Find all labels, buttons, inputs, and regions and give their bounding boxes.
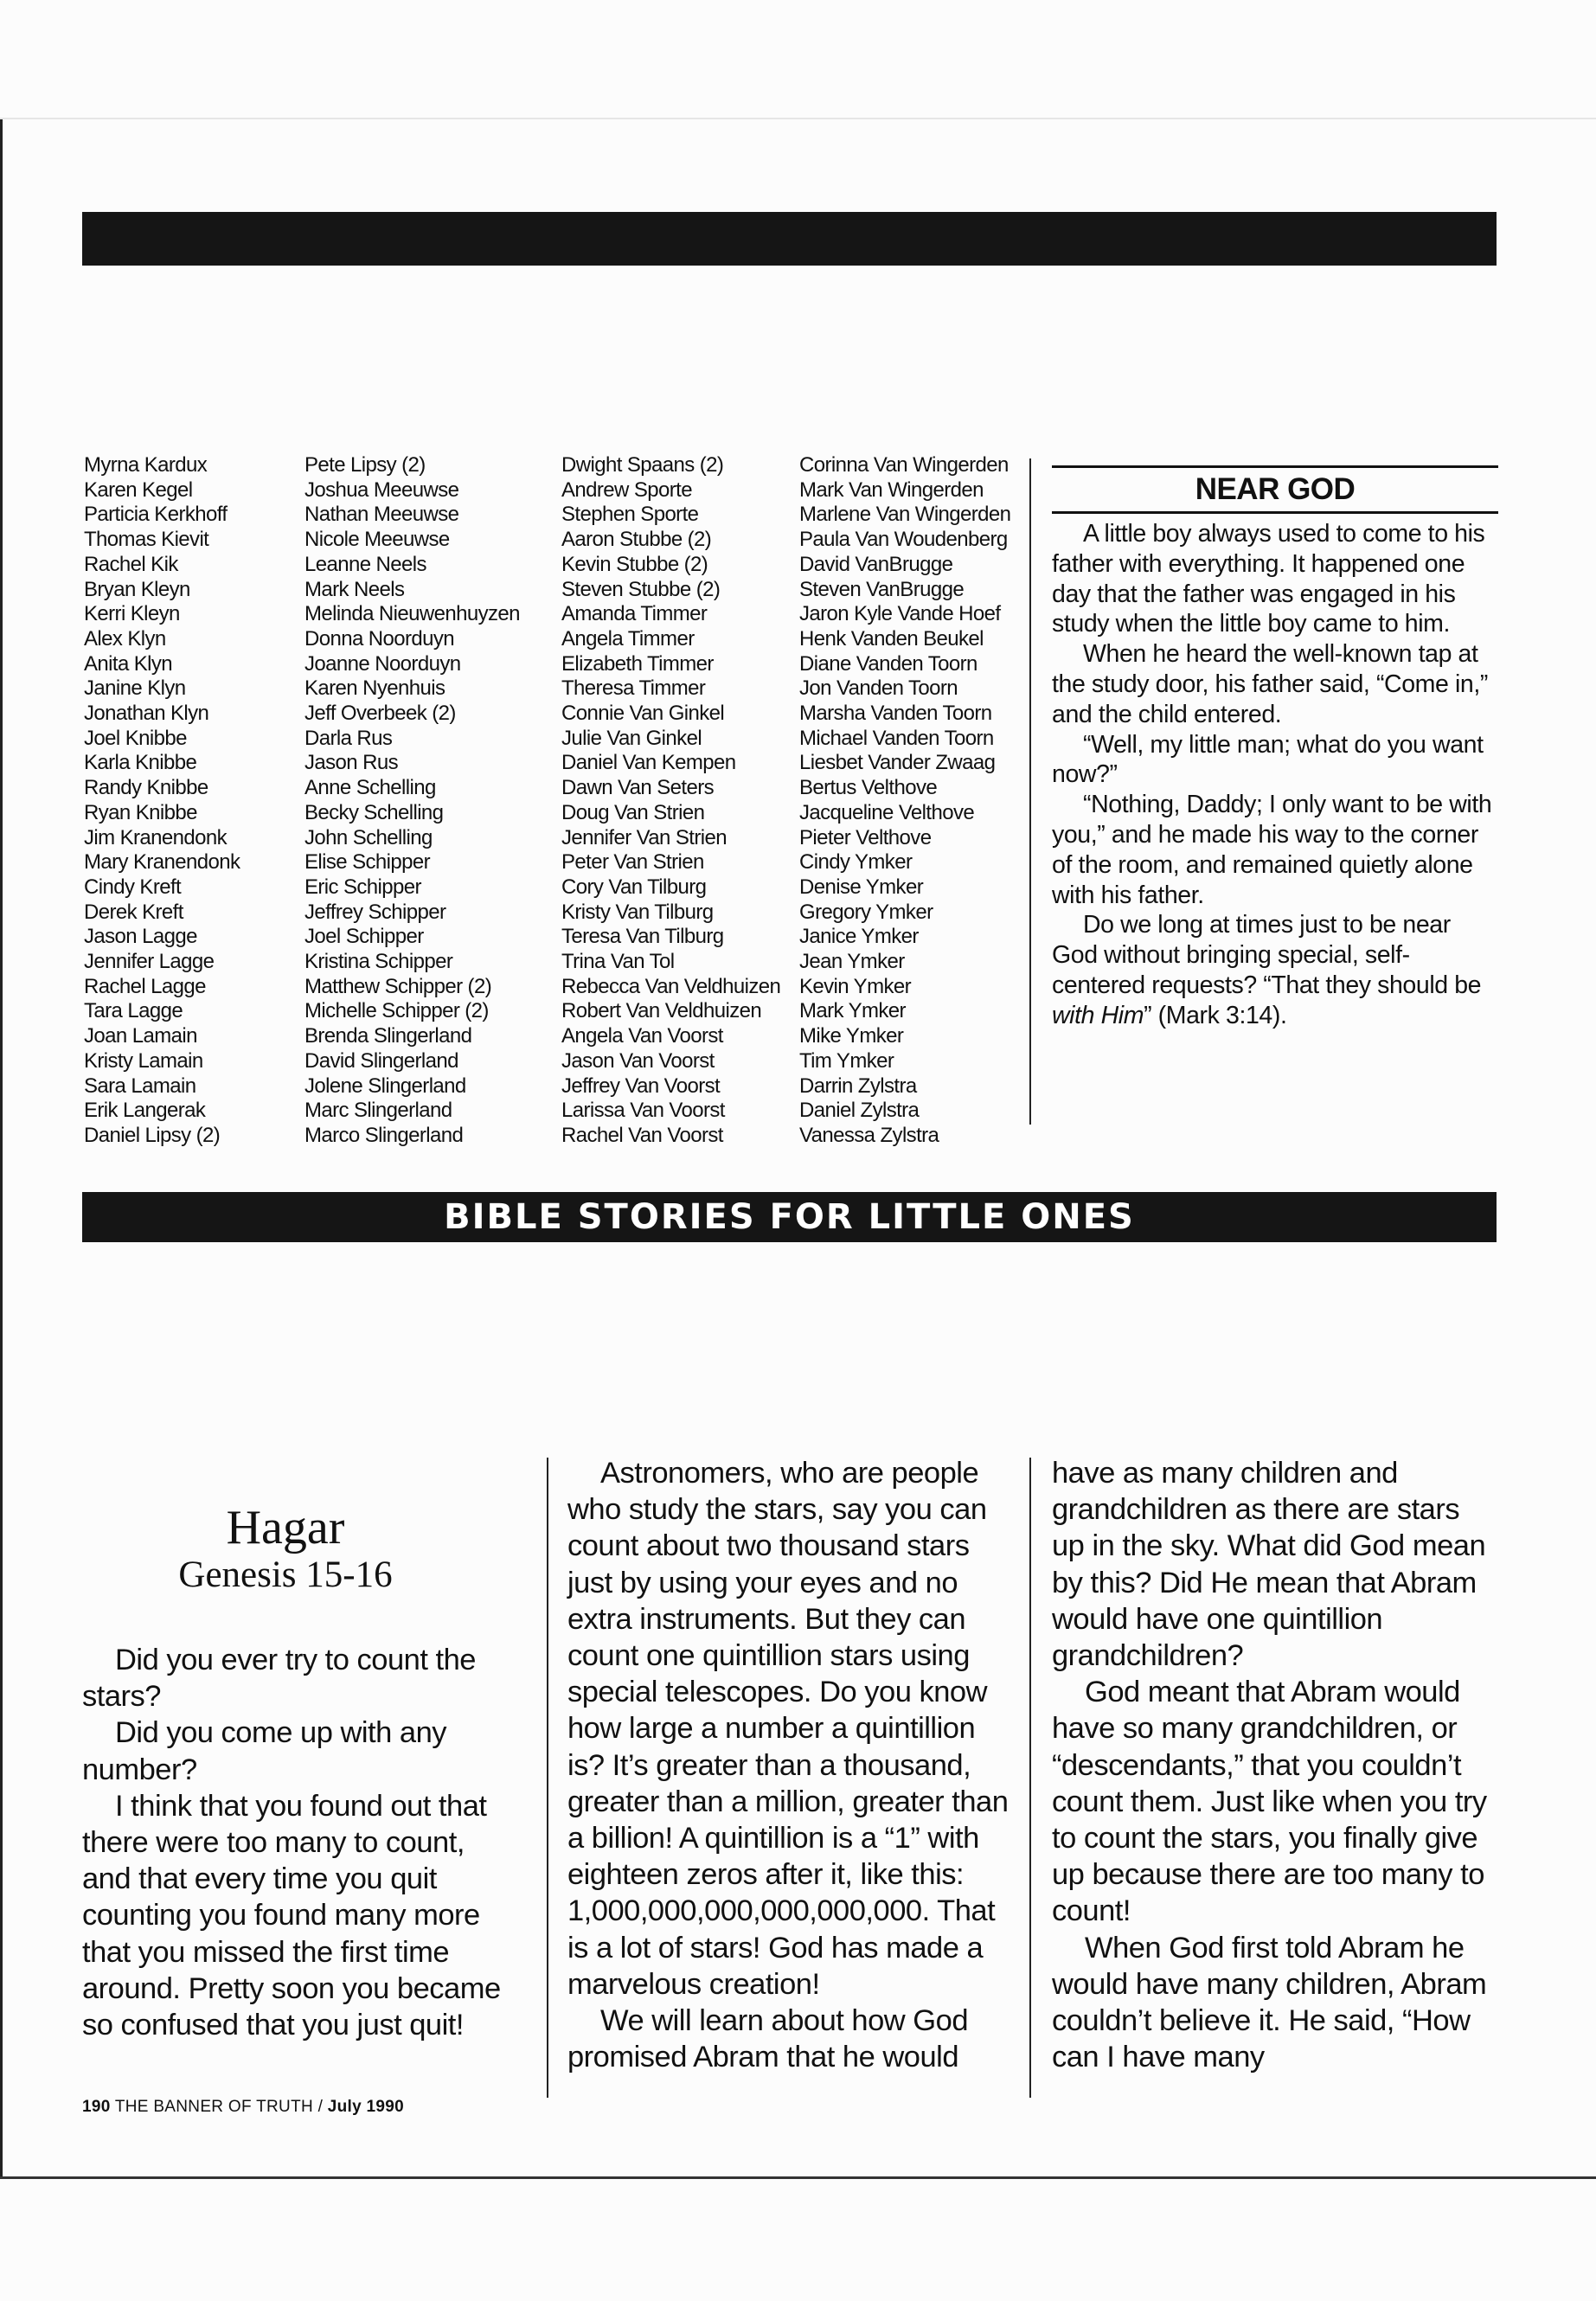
story-paragraph: Did you come up with any number? [82,1716,447,1786]
story-divider-1 [547,1458,548,2098]
name-entry: Tara Lagge [84,999,183,1023]
page-edge-left [0,119,3,2178]
name-entry: Elizabeth Timmer [561,651,714,676]
name-entry: Stephen Sporte [561,503,699,527]
name-entry: Jason Rus [304,751,398,775]
name-entry: Jon Vanden Toorn [799,676,958,701]
name-entry: Karen Kegel [84,478,193,502]
page-number: 190 [82,2098,111,2116]
name-entry: Kerri Kleyn [84,602,180,626]
sidebar-text-tail: ” (Mark 3:14). [1144,1001,1287,1029]
name-entry: Dawn Van Seters [561,776,714,800]
name-entry: Joan Lamain [84,1024,197,1048]
name-entry: Marc Slingerland [304,1099,452,1123]
name-entry: Jim Kranendonk [84,825,228,849]
name-entry: Trina Van Tol [561,950,675,974]
name-entry: David VanBrugge [799,552,953,576]
story-paragraph: Astronomers, who are people who study the stars, say you can count about two thousand stars just by using your eyes and no extra instruments. But they can count one quintillion stars using special telescopes. Do you know how large a number a quintillion is? It’s greater than a thousand, greater than a million, greater than a billion! A quintillion is a “1” with eighteen zeros after it, like this: 1,000,000,000,000,000,000. That is a lot of stars! God has made a marvelous creation! [567,1457,1009,2001]
page-edge-bottom [0,2176,1596,2179]
name-entry: Corinna Van Wingerden [799,453,1009,477]
story-reference: Genesis 15-16 [178,1554,393,1595]
name-entry: Myrna Kardux [84,453,208,477]
name-entry: Jeff Overbeek (2) [304,702,456,726]
name-entry: Julie Van Ginkel [561,726,702,750]
story-column-1 [82,1642,515,2043]
top-black-bar [82,212,1497,266]
name-entry: Michael Vanden Toorn [799,726,994,750]
name-entry: Derek Kreft [84,900,183,924]
name-entry: Darla Rus [304,726,393,750]
name-entry: Jennifer Lagge [84,950,215,974]
names-column-4 [799,453,1010,1149]
name-entry: Vanessa Zylstra [799,1123,939,1147]
sidebar-paragraph-last [1052,910,1498,1030]
name-entry: Gregory Ymker [799,900,933,924]
names-column-1 [84,453,240,1149]
name-entry: Rachel Lagge [84,974,206,998]
name-entry: Joel Schipper [304,925,424,949]
name-entry: Cindy Ymker [799,850,913,875]
name-entry: Elise Schipper [304,850,431,875]
name-entry: Doug Van Strien [561,800,705,824]
name-entry: Kevin Ymker [799,974,912,998]
name-entry: Michelle Schipper (2) [304,999,489,1023]
sidebar-paragraph: A little boy always used to come to his father with everything. It happened one day that the father was engaged in his study when the little boy came to him. [1052,520,1485,638]
page-edge-top [0,118,1596,119]
name-entry: Particia Kerkhoff [84,503,228,527]
name-entry: Larissa Van Voorst [561,1099,725,1123]
name-entry: Connie Van Ginkel [561,702,725,726]
name-entry: Eric Schipper [304,875,421,899]
name-entry: Jeffrey Van Voorst [561,1074,721,1098]
name-entry: Jolene Slingerland [304,1074,466,1098]
name-entry: Jason Van Voorst [561,1048,715,1073]
name-entry: Donna Noorduyn [304,626,455,651]
name-entry: Jason Lagge [84,925,197,949]
name-entry: Kristina Schipper [304,950,453,974]
name-entry: Angela Timmer [561,626,695,651]
publication-name: THE BANNER OF TRUTH / [114,2098,324,2116]
name-entry: John Schelling [304,825,433,849]
name-entry: Nathan Meeuwse [304,503,459,527]
page-footer [82,2098,404,2117]
name-entry: Kristy Van Tilburg [561,900,714,924]
names-column-3 [561,453,780,1149]
sidebar-paragraph: “Nothing, Daddy; I only want to be with you,” and he made his way to the corner of the room, and remained quietly alone with his father. [1052,791,1492,909]
section-banner: BIBLE STORIES FOR LITTLE ONES [82,1192,1497,1242]
sidebar-paragraph: When he heard the well-known tap at the study door, his father said, “Come in,” and the child entered. [1052,640,1488,728]
story-paragraph-continued: have as many children and grandchildren as there are stars up in the sky. What did God mean by this? Did He mean that Abram would have one quintillion grandchildren? [1052,1457,1486,1673]
story-title: Hagar [226,1501,345,1554]
name-entry: Daniel Lipsy (2) [84,1123,221,1147]
name-entry: Mark Neels [304,577,405,601]
name-entry: Melinda Nieuwenhuyzen [304,602,520,626]
name-entry: Karla Knibbe [84,751,197,775]
story-paragraph: I think that you found out that there were too many to count, and that every time you quit counting you found many more that you missed the first time around. Pretty soon you became so confused that you just quit! [82,1789,501,2042]
sidebar-paragraph: “Well, my little man; what do you want now?” [1052,730,1484,789]
name-entry: Mark Van Wingerden [799,478,984,502]
name-entry: Diane Vanden Toorn [799,651,977,676]
name-entry: David Slingerland [304,1048,458,1073]
story-column-3 [1052,1455,1493,2075]
name-entry: Karen Nyenhuis [304,676,445,701]
name-entry: Sara Lamain [84,1074,196,1098]
name-entry: Joshua Meeuwse [304,478,459,502]
name-entry: Becky Schelling [304,800,444,824]
story-divider-2 [1029,1458,1031,2098]
near-god-sidebar [1052,465,1498,1031]
sidebar-text [1052,519,1498,1031]
name-entry: Joel Knibbe [84,726,187,750]
name-entry: Jeffrey Schipper [304,900,446,924]
sidebar-text-lead: Do we long at times just to be near God without bringing special, self-centered requests? “That they should be [1052,911,1482,999]
names-column-2 [304,453,520,1149]
name-entry: Rebecca Van Veldhuizen [561,974,781,998]
story-column-2 [567,1455,1009,2075]
name-entry: Amanda Timmer [561,602,708,626]
name-entry: Robert Van Veldhuizen [561,999,762,1023]
name-entry: Rachel Van Voorst [561,1123,723,1147]
name-entry: Brenda Slingerland [304,1024,472,1048]
name-entry: Randy Knibbe [84,776,208,800]
name-entry: Dwight Spaans (2) [561,453,724,477]
name-entry: Denise Ymker [799,875,924,899]
name-entry: Leanne Neels [304,552,426,576]
name-entry: Marsha Vanden Toorn [799,702,992,726]
name-entry: Aaron Stubbe (2) [561,528,712,552]
name-entry: Henk Vanden Beukel [799,626,984,651]
name-entry: Thomas Kievit [84,528,209,552]
name-entry: Teresa Van Tilburg [561,925,724,949]
name-entry: Cory Van Tilburg [561,875,707,899]
name-entry: Marco Slingerland [304,1123,464,1147]
name-entry: Bertus Velthove [799,776,938,800]
name-entry: Mary Kranendonk [84,850,240,875]
name-entry: Matthew Schipper (2) [304,974,492,998]
name-entry: Alex Klyn [84,626,166,651]
name-entry: Kevin Stubbe (2) [561,552,708,576]
name-entry: Steven Stubbe (2) [561,577,721,601]
name-entry: Marlene Van Wingerden [799,503,1011,527]
name-entry: Janine Klyn [84,676,186,701]
name-entry: Joanne Noorduyn [304,651,461,676]
name-entry: Peter Van Strien [561,850,704,875]
story-paragraph: When God first told Abram he would have many children, Abram couldn’t believe it. He said, “How can I have many [1052,1931,1487,2074]
name-entry: Nicole Meeuwse [304,528,450,552]
name-entry: Ryan Knibbe [84,800,197,824]
story-paragraph: We will learn about how God promised Abram that he would [567,2004,969,2074]
story-paragraph: God meant that Abram would have so many grandchildren, or “descendants,” that you couldn’t count them. Just like when you try to count the stars, you finally give up because there are too many to count! [1052,1676,1487,1928]
sidebar-title: NEAR GOD [1195,472,1356,506]
name-entry: Jean Ymker [799,950,905,974]
name-entry: Cindy Kreft [84,875,182,899]
sidebar-divider [1029,458,1031,1125]
name-entry: Theresa Timmer [561,676,706,701]
story-paragraph: Did you ever try to count the stars? [82,1644,476,1714]
name-entry: Jacqueline Velthove [799,800,975,824]
name-entry: Tim Ymker [799,1048,894,1073]
name-entry: Bryan Kleyn [84,577,190,601]
name-entry: Angela Van Voorst [561,1024,723,1048]
name-entry: Jonathan Klyn [84,702,209,726]
issue-date: July 1990 [327,2098,405,2116]
name-entry: Paula Van Woudenberg [799,528,1008,552]
name-entry: Jennifer Van Strien [561,825,727,849]
name-entry: Pete Lipsy (2) [304,453,426,477]
name-entry: Andrew Sporte [561,478,692,502]
sidebar-emphasis: with Him [1052,1001,1144,1029]
name-entry: Steven VanBrugge [799,577,965,601]
name-entry: Liesbet Vander Zwaag [799,751,996,775]
name-entry: Daniel Van Kempen [561,751,736,775]
name-entry: Daniel Zylstra [799,1099,920,1123]
name-entry: Darrin Zylstra [799,1074,917,1098]
name-entry: Pieter Velthove [799,825,932,849]
name-entry: Jaron Kyle Vande Hoef [799,602,1001,626]
name-entry: Anne Schelling [304,776,436,800]
sidebar-title-rule [1052,511,1498,514]
name-entry: Anita Klyn [84,651,173,676]
name-entry: Erik Langerak [84,1099,206,1123]
name-entry: Mark Ymker [799,999,906,1023]
name-entry: Kristy Lamain [84,1048,203,1073]
name-entry: Rachel Kik [84,552,178,576]
name-entry: Mike Ymker [799,1024,904,1048]
name-entry: Janice Ymker [799,925,919,949]
